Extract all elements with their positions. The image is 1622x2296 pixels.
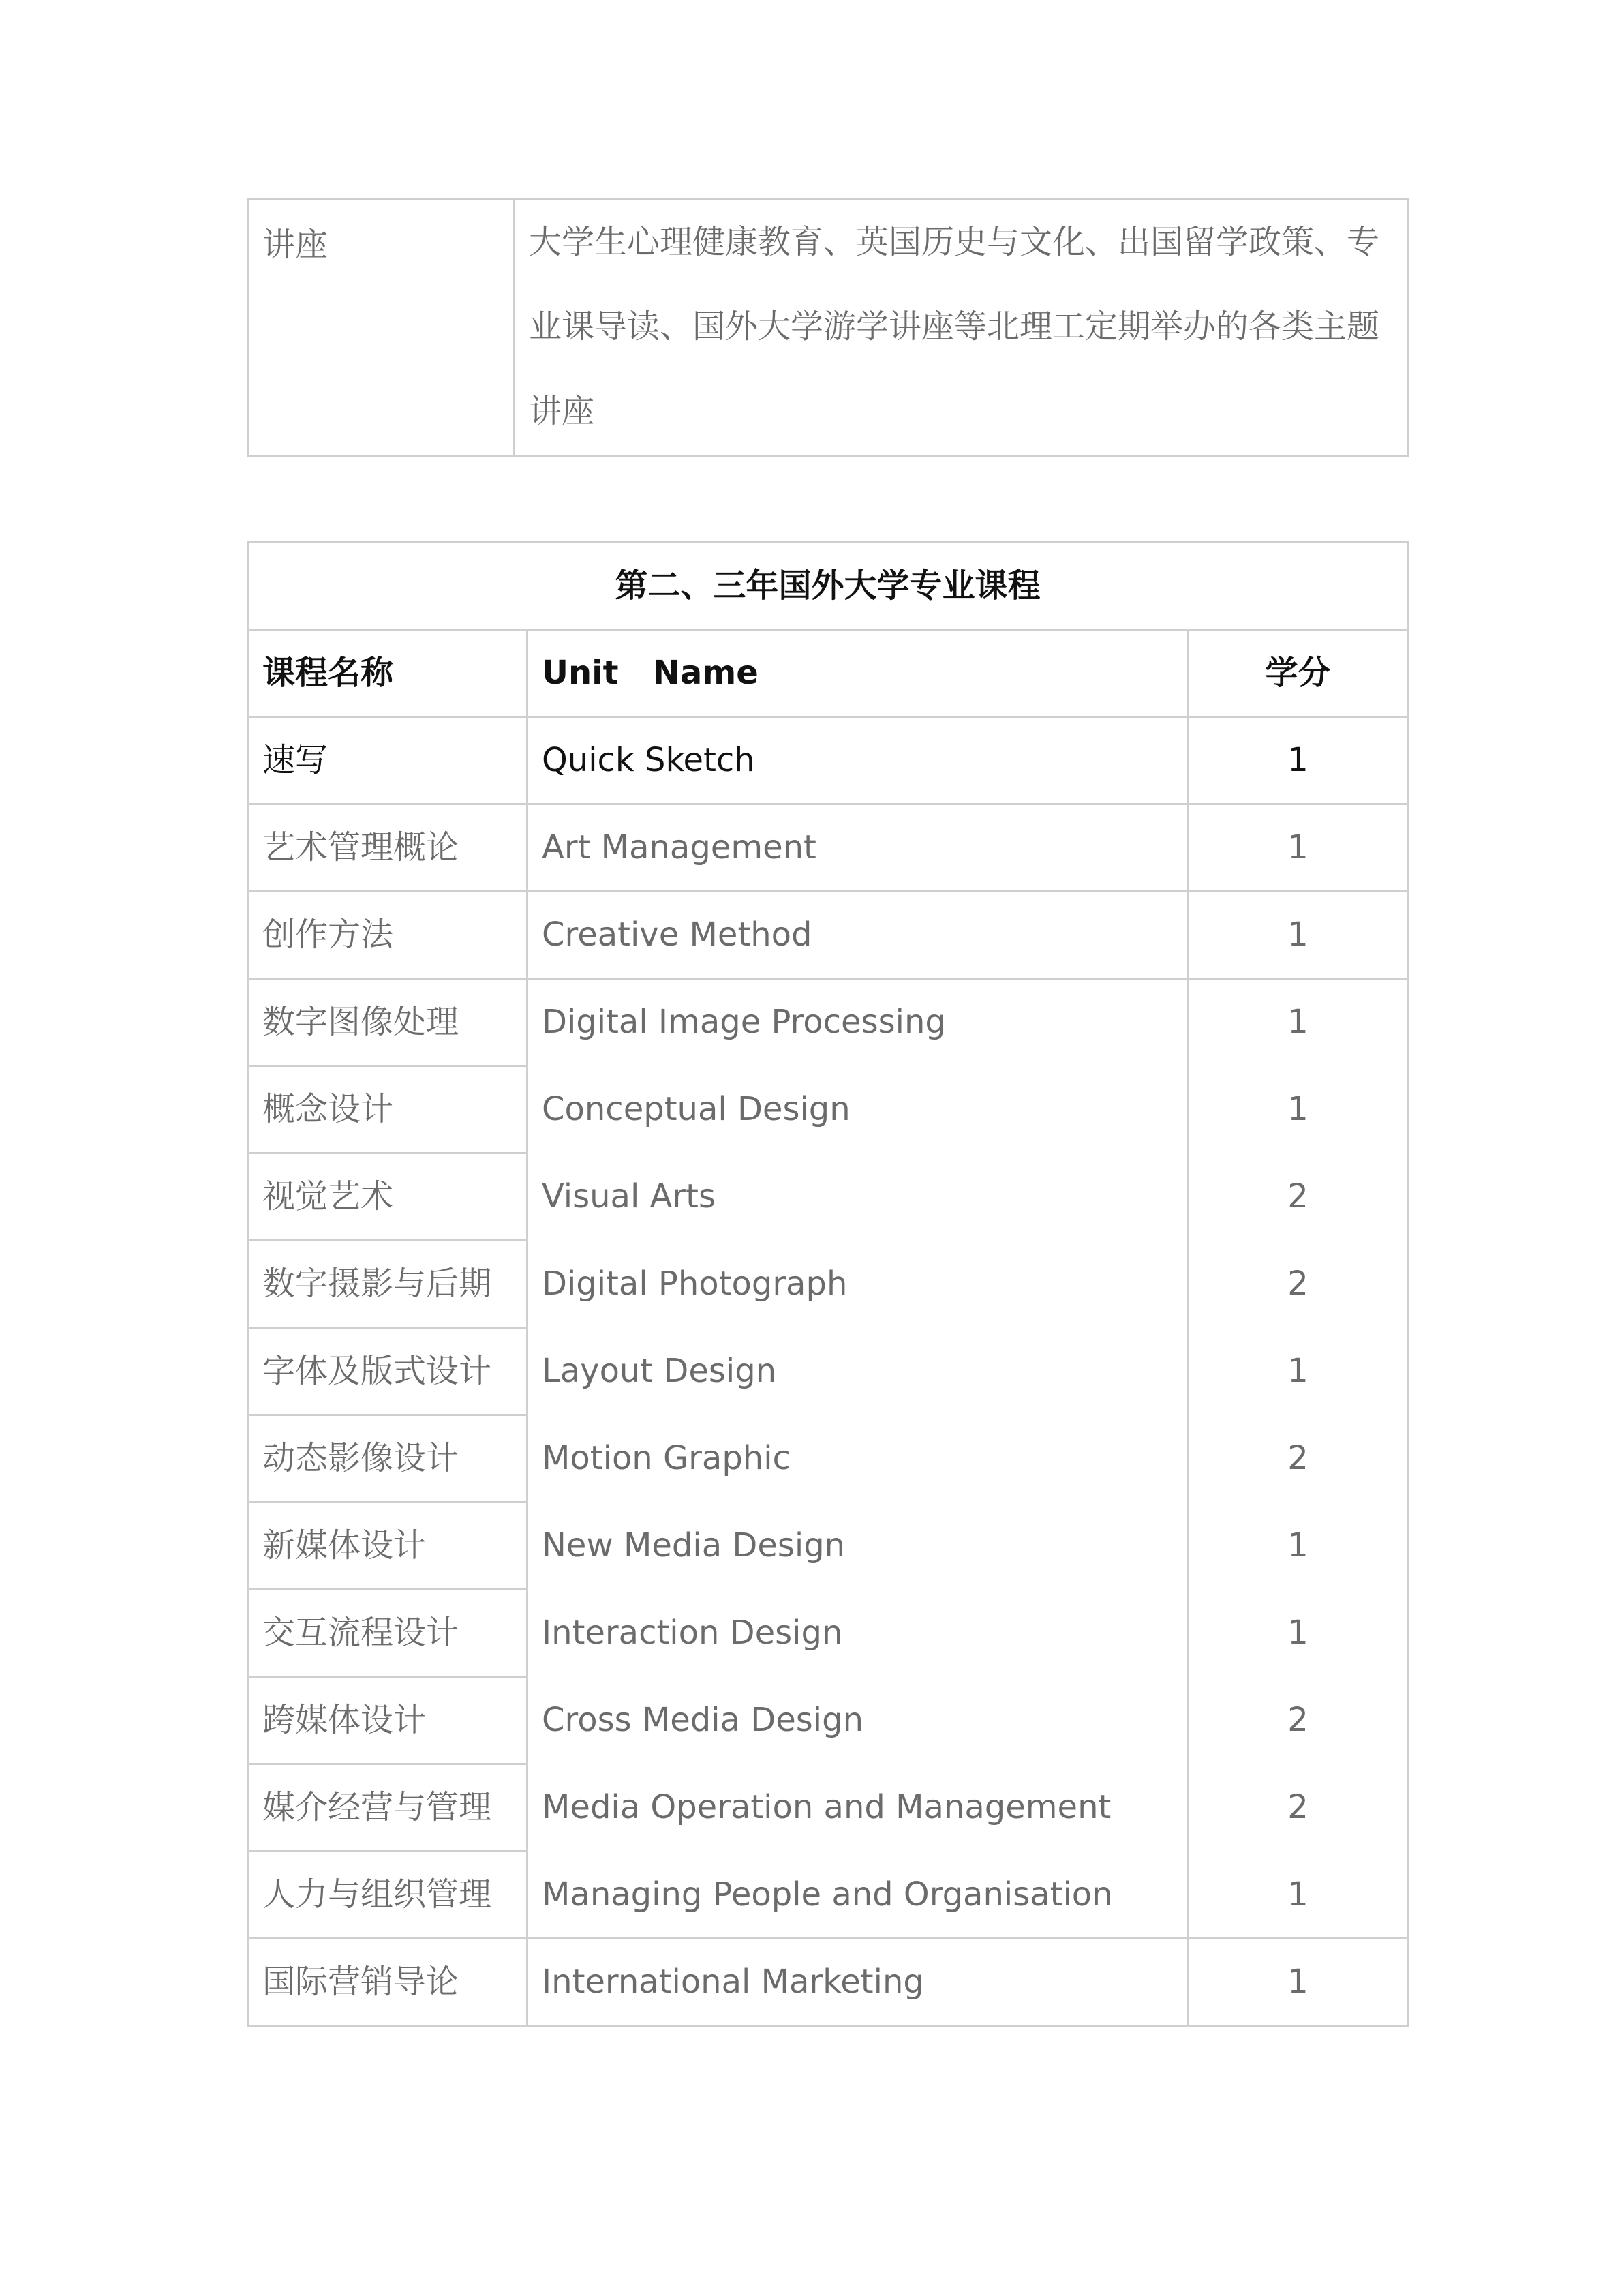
header-cn-name: 课程名称 — [248, 630, 527, 717]
course-unit-name: Layout Design — [527, 1328, 1189, 1415]
course-credit: 1 — [1189, 1066, 1408, 1153]
lecture-description: 大学生心理健康教育、英国历史与文化、出国留学政策、专业课导读、国外大学游学讲座等北理工定期举办的各类主题讲座 — [515, 199, 1408, 456]
course-credit: 1 — [1189, 1939, 1408, 2026]
table-row — [248, 1590, 1408, 1677]
course-credit: 2 — [1189, 1153, 1408, 1241]
header-credit: 学分 — [1189, 630, 1408, 717]
course-credit: 1 — [1189, 1590, 1408, 1677]
course-credit: 1 — [1189, 892, 1408, 979]
course-unit-name: Cross Media Design — [527, 1677, 1189, 1764]
table-row — [248, 1764, 1408, 1852]
course-unit-name: Interaction Design — [527, 1590, 1189, 1677]
course-unit-name: Quick Sketch — [527, 717, 1189, 804]
course-table — [247, 541, 1409, 2027]
course-cn-name: 数字图像处理 — [248, 979, 527, 1066]
course-unit-name: Art Management — [527, 804, 1189, 892]
course-unit-name: Motion Graphic — [527, 1415, 1189, 1502]
course-unit-name: Digital Image Processing — [527, 979, 1189, 1066]
table-row — [248, 1939, 1408, 2026]
course-credit: 1 — [1189, 717, 1408, 804]
course-credit: 2 — [1189, 1241, 1408, 1328]
course-cn-name: 视觉艺术 — [248, 1153, 527, 1241]
course-credit: 2 — [1189, 1764, 1408, 1852]
course-cn-name: 艺术管理概论 — [248, 804, 527, 892]
course-unit-name: Conceptual Design — [527, 1066, 1189, 1153]
lecture-label: 讲座 — [248, 199, 515, 456]
course-cn-name: 速写 — [248, 717, 527, 804]
course-unit-name: International Marketing — [527, 1939, 1189, 2026]
course-credit: 1 — [1189, 979, 1408, 1066]
course-unit-name: Managing People and Organisation — [527, 1852, 1189, 1939]
course-table-title: 第二、三年国外大学专业课程 — [248, 543, 1408, 630]
course-cn-name: 字体及版式设计 — [248, 1328, 527, 1415]
table-row — [248, 717, 1408, 804]
course-cn-name: 新媒体设计 — [248, 1502, 527, 1590]
course-credit: 1 — [1189, 804, 1408, 892]
table-row — [248, 1241, 1408, 1328]
header-unit-name: Unit Name — [527, 630, 1189, 717]
course-cn-name: 创作方法 — [248, 892, 527, 979]
course-unit-name: Creative Method — [527, 892, 1189, 979]
course-credit: 1 — [1189, 1852, 1408, 1939]
table-row — [248, 1066, 1408, 1153]
course-credit: 2 — [1189, 1415, 1408, 1502]
course-cn-name: 概念设计 — [248, 1066, 527, 1153]
course-table-title-row — [248, 543, 1408, 630]
course-unit-name: Media Operation and Management — [527, 1764, 1189, 1852]
course-credit: 2 — [1189, 1677, 1408, 1764]
lecture-table — [247, 198, 1409, 457]
table-row — [248, 1852, 1408, 1939]
table-row — [248, 804, 1408, 892]
course-cn-name: 跨媒体设计 — [248, 1677, 527, 1764]
table-row — [248, 1677, 1408, 1764]
course-unit-name: Visual Arts — [527, 1153, 1189, 1241]
lecture-row — [248, 199, 1408, 456]
course-unit-name: New Media Design — [527, 1502, 1189, 1590]
course-cn-name: 媒介经营与管理 — [248, 1764, 527, 1852]
table-row — [248, 1415, 1408, 1502]
course-table-header-row — [248, 630, 1408, 717]
table-row — [248, 1502, 1408, 1590]
course-credit: 1 — [1189, 1502, 1408, 1590]
table-row — [248, 1153, 1408, 1241]
course-unit-name: Digital Photograph — [527, 1241, 1189, 1328]
course-cn-name: 动态影像设计 — [248, 1415, 527, 1502]
table-row — [248, 979, 1408, 1066]
course-credit: 1 — [1189, 1328, 1408, 1415]
course-cn-name: 数字摄影与后期 — [248, 1241, 527, 1328]
course-cn-name: 国际营销导论 — [248, 1939, 527, 2026]
course-cn-name: 人力与组织管理 — [248, 1852, 527, 1939]
course-cn-name: 交互流程设计 — [248, 1590, 527, 1677]
table-row — [248, 1328, 1408, 1415]
table-row — [248, 892, 1408, 979]
